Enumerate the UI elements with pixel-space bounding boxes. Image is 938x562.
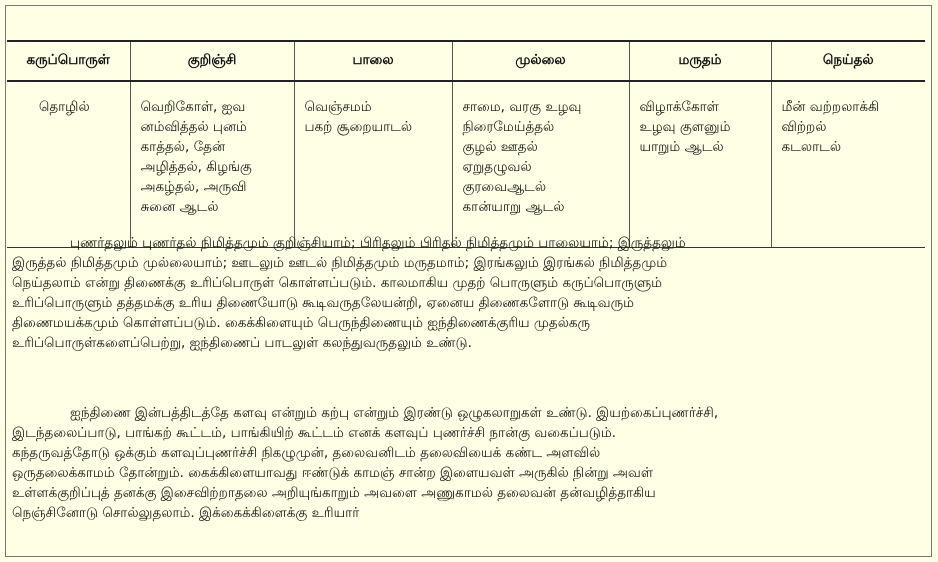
cell-palai [294, 81, 452, 248]
cell-line: கடலாடல் [781, 139, 842, 155]
header-karupporul: கருப்பொருள் [7, 41, 130, 81]
cell-line: ஏறுதழுவல் [462, 159, 532, 175]
cell-marutham [629, 81, 771, 248]
header-kurinji: குறிஞ்சி [130, 41, 294, 81]
cell-line: வெஞ்சமம் [304, 99, 372, 115]
cell-line: விழாக்கோள் [639, 99, 719, 115]
cell-kurinji [130, 81, 294, 248]
thinai-table [7, 40, 925, 248]
paragraph-line: நெஞ்சினோடு சொல்லுதலாம். இக்கைக்கிளைக்கு உரியார் [12, 505, 360, 521]
paragraph-line: உரிப்பொருளும் தத்தமக்கு உரிய திணையோடு கூடிவருதலேயன்றி, ஏனைய திணைகளோடு கூடிவரும் [12, 295, 634, 311]
cell-line: யாறும் ஆடல் [639, 139, 724, 155]
header-mullai: முல்லை [452, 41, 629, 81]
cell-line: குரவைஆடல் [462, 179, 547, 195]
paragraph-line: ஒருதலைக்காமம் தோன்றும். கைக்கிளையாவது ஈண்டுக் காமஞ் சான்ற இளையவள் அருகில் நின்று அவள் [12, 465, 653, 481]
cell-line: வெறிகோள், ஐவ [140, 99, 246, 115]
paragraph-line: கந்தருவத்தோடு ஒக்கும் களவுப்புணர்ச்சி நிகழுமுன், தலைவனிடம் தலைவியைக் கண்ட அளவில் [12, 445, 601, 461]
paragraph-line: இடந்தலைப்பாடு, பாங்கற் கூட்டம், பாங்கியிற் கூட்டம் எனக் களவுப் புணர்ச்சி நான்கு வகைப்படும். [12, 425, 616, 441]
paragraph-line: புணர்தலும் புணர்தல் நிமித்தமும் குறிஞ்சியாம்; பிரிதலும் பிரிதல் நிமித்தமும் பாலையாம்; இருத்தலும் [70, 235, 686, 251]
cell-line: சுனை ஆடல் [140, 199, 219, 215]
header-marutham: மருதம் [629, 41, 771, 81]
cell-line: னம்வித்தல் புனம் [140, 119, 247, 135]
cell-line: அகழ்தல், அருவி [140, 179, 247, 195]
paragraph-uripporul [12, 233, 924, 353]
cell-line: குழல் ஊதல் [462, 139, 538, 155]
cell-line: விற்றல் [781, 119, 827, 135]
paragraph-line: உரிப்பொருள்களைப்பெற்று, ஐந்திணைப் பாடலுள் கலந்துவருதலும் உண்டு. [12, 335, 472, 351]
cell-line: மீன் வற்றலாக்கி [781, 99, 880, 115]
header-palai: பாலை [294, 41, 452, 81]
cell-line: சாமை, வரகு உழவு [462, 99, 582, 115]
cell-mullai [452, 81, 629, 248]
cell-line: உழவு குளனும் [639, 119, 731, 135]
paragraph-line: திணைமயக்கமும் கொள்ளப்படும். கைக்கிளையும் பெருந்திணையும் ஐந்திணைக்குரிய முதல்கரு [12, 315, 591, 331]
header-neythal: நெய்தல் [771, 41, 925, 81]
cell-line: நிரைமேய்த்தல் [462, 119, 555, 135]
row-category: தொழில் [7, 81, 130, 248]
cell-line: கான்யாறு ஆடல் [462, 199, 565, 215]
paragraph-line: உள்ளக்குறிப்புத் தனக்கு இசைவிற்றாதலை அறியுங்காறும் அவளை அணுகாமல் தலைவன் தன்வழித்தாகிய [12, 485, 656, 501]
cell-neythal [771, 81, 925, 248]
paragraph-line: நெய்தலாம் என்று திணைக்கு உரிப்பொருள் கொள்ளப்படும். காலமாகிய முதற் பொருளும் கருப்பொருளும் [12, 275, 663, 291]
table-row [7, 81, 925, 248]
cell-line: பகற் சூறையாடல் [304, 119, 413, 135]
paragraph-kalavu [12, 403, 924, 523]
table-header-row [7, 41, 925, 81]
cell-line: காத்தல், தேன் [140, 139, 226, 155]
cell-line: அழித்தல், கிழங்கு [140, 159, 252, 175]
paragraph-line: இருத்தல் நிமித்தமும் முல்லையாம்; ஊடலும் ஊடல் நிமித்தமும் மருதமாம்; இரங்கலும் இரங்கல் நிமித்தமும் [12, 255, 668, 271]
paragraph-line: ஐந்திணை இன்பத்திடத்தே களவு என்றும் கற்பு என்றும் இரண்டு ஒழுகலாறுகள் உண்டு. இயற்கைப்புணர்ச்சி, [70, 405, 719, 421]
